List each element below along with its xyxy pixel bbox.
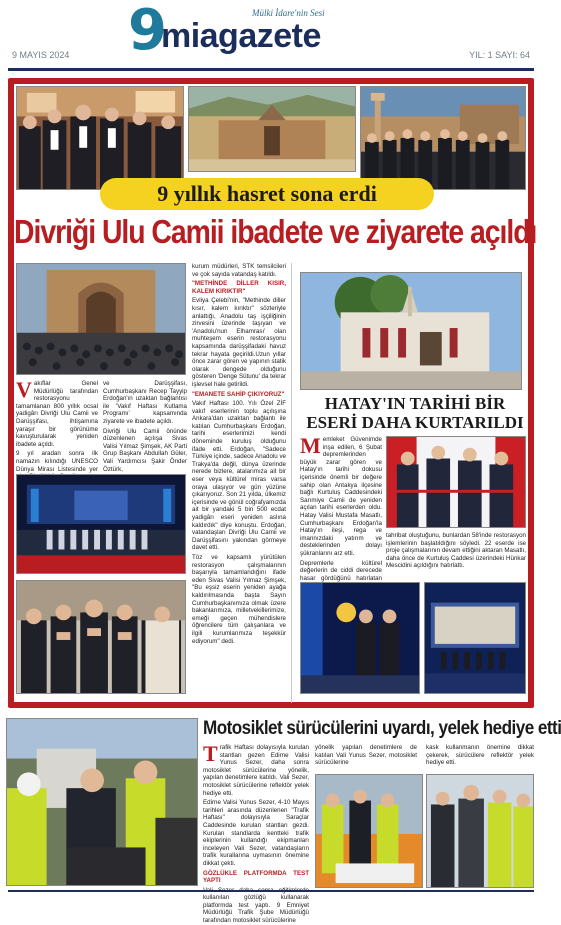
issue-number: YIL: 1 SAYI: 64 xyxy=(469,50,530,60)
hatay-col1-para2: Depremlerle kültürel değerlerin de ciddi derecede hasar gördüğünü hatırlatan xyxy=(300,559,382,582)
lead-col1-para1: akıflar Genel Müdürlüğü tarafından restorasyonu tamamlanan 800 yıllık ocsal yadigârı Divriği Ulu Camii ve Darüşşifası, ihtişamına yaraşır bir görünüme kavuşturularak yeniden ibadete açıldı. xyxy=(16,380,98,448)
edirne-col1-para2: Edirne Valisi Yunus Sezer, 4-10 Mayıs tarihleri arasında düzenlenen "Trafik Haftası" dolayısıyla Saraçlar Caddesinde kurulan stantları gezdi. Kurulan standlarda kentteki trafik ekiplerinin kullandığı ekipmanları inceleyen Vali Sezer, vatandaşların trafik kurallarına uymasının önemine dikkat çekti. xyxy=(203,799,309,867)
photo-sarimiye-screen[interactable] xyxy=(424,582,526,694)
photo-traffic-stand[interactable] xyxy=(315,774,423,888)
lead-col2-para1: ve Darüşşifası, Cumhurbaşkanı Recep Tayyip Erdoğan'ın uzaktan bağlantısı ile 'Vakıf Haftası Kutlama Programı' kapsamında ziyarete ve ibadete açıldı. xyxy=(103,380,187,425)
hatay-headline[interactable]: HATAY'IN TARİHİ BİR ESERİ DAHA KURTARILDI xyxy=(306,394,524,432)
newspaper-logo[interactable] xyxy=(128,0,321,63)
edirne-col1-para3: kullanılan gözlüğü kullanarak platformda test yaptı. 9 Emniyet Müdürlüğü Trafik Şube Müdürlüğü tarafından motosiklet sürücülerine xyxy=(203,894,309,925)
logo-text: miagazete xyxy=(160,17,321,55)
photo-officials-outside[interactable] xyxy=(360,86,526,190)
photo-ribbon-cutting[interactable] xyxy=(386,436,526,528)
photo-ceremony-stage[interactable] xyxy=(16,474,186,574)
lead-banner: 9 yıllık hasret sona erdi xyxy=(100,178,434,210)
lead-col2-para2: Divriği Ulu Camii önünde düzenlenen açılışa Sivas Valisi Yılmaz Şimşek, AK Parti Grup Başkanı Abdullah Güler, Vali Yardımcısı Şakir Önder Öztürk, xyxy=(103,427,187,473)
lead-col3-para3: Vakıf Haftası 100. Yılı Özel ZİF vakıf eserlerinin toplu açılışına Ankara'dan uzaktan bağlantı ile katılan Cumhurbaşkanı Erdoğan, tarihi eserlerimizi kendi döneminde kuruluş olduğunu ifade etti. Erdoğan, "Sadece Türkiye içinde, sadece Anadolu ve Trakya'da değil, dünya üzerinde nerede bizlere, atalarımıza ait bir eser veya kültürel miras varsa oraya ulaşıyor ve gün yüzüne çıkarıyoruz. Son 21 yılda, ülkemiz içerisinde ve gönül coğrafyamızda ait bir yarıdaki 5 bin 500 ecdat yadigârı eseri yeniden aslına kaldırdık" diye konuştu. Erdoğan, vatandaşları Divriği Ulu Camii ve Darüşşifasını yakından görmeye davet etti. xyxy=(192,400,286,552)
hatay-article-col1 xyxy=(300,433,382,606)
edirne-subheading: GÖZLÜKLE PLATFORMDA TEST YAPTI xyxy=(203,869,309,885)
lead-subheading-2: "EMANETE SAHİP ÇIKIYORUZ" xyxy=(192,390,285,398)
masthead xyxy=(0,0,542,74)
lead-article-col2 xyxy=(103,380,187,473)
photo-governor-motorcyclist[interactable] xyxy=(6,718,198,886)
lead-col1-para2: 9 yıl aradan sonra ilk namazın kılındığı UNESCO Dünya Mirası Listesinde yer xyxy=(16,450,98,473)
page-bottom-rule xyxy=(8,890,534,892)
masthead-rule xyxy=(8,68,534,71)
logo-nine: 9 xyxy=(128,0,165,63)
photo-officials-praying-2[interactable] xyxy=(16,580,186,694)
issue-date: 9 MAYIS 2024 xyxy=(12,50,70,60)
photo-divrigi-mosque-aerial[interactable] xyxy=(188,86,356,172)
photo-handshake-stage[interactable] xyxy=(300,582,420,694)
edirne-col1-para1: rafik Haftası dolayısıyla kurulan stantları gezen Edirne Valisi Yunus Sezer, daha sonra motosiklet sürücülerine yönelik, yapılan denetimlere katıldı. Vali Sezer, motosiklet sürücülerine reflektör yelek hediye etti. xyxy=(203,744,309,797)
hatay-col2-para1: tahribat oluştuğunu, bunlardan 58'inde restorasyon işlemlerinin başlatıldığını söyledi. 22 eserde ise proje çalışmalarının devam ettiğini aktaran Masatlı, daha önce de Kurtuluş Caddesi üzerindeki Hünkar Mescidini açıldığını hatırlattı. xyxy=(386,532,526,570)
lead-article-col3 xyxy=(192,263,286,695)
edirne-article-col2 xyxy=(315,744,417,770)
photo-officials-praying[interactable] xyxy=(16,86,184,190)
photo-police-officers[interactable] xyxy=(426,774,534,888)
lead-dropcap: V xyxy=(16,377,32,402)
photo-mosque-crowd[interactable] xyxy=(16,263,186,375)
edirne-col2-para1: yönelik yapılan denetimlere de katılan Vali Yunus Sezer, motosiklet sürücülerine xyxy=(315,744,417,767)
masthead-slogan: Mülki İdare'nin Sesi xyxy=(252,8,325,18)
edirne-article-col1 xyxy=(203,741,309,925)
edirne-headline[interactable]: Motosiklet sürücülerini uyardı, yelek hediye etti xyxy=(203,718,561,739)
column-divider xyxy=(291,263,292,703)
edirne-article-col3 xyxy=(426,744,534,770)
lead-headline[interactable]: Divriği Ulu Camii ibadete ve ziyarete açıldı xyxy=(14,213,537,250)
lead-col3-para1: kurum müdürleri, STK temsilcileri ve çok sayıda vatandaş katıldı. xyxy=(192,263,286,278)
hatay-dropcap: M xyxy=(300,433,321,458)
lead-article-col1 xyxy=(16,377,98,473)
photo-sarimiye-mosque[interactable] xyxy=(300,272,522,390)
hatay-col1-para1: emleket Güvenimde inşa edilen, 6 Şubat depremlerinden büyük zarar gören ve Hatay'ın tarihi dokusu içerisinde önemli bir değere sahip olan Antakya ilçesine bağlı Kurtuluş Caddesindeki Sarımiye Camii de yeniden açılan tarihi eserlerden oldu. Hatay Valisi Mustafa Masatlı, Cumhurbaşkanı Erdoğan'la Hatay'ın ileşi, rega ve imannızdaki yatırım ve desteklerinden dolayı şükranlarını arz etti. xyxy=(300,436,382,557)
edirne-dropcap: T xyxy=(203,741,218,766)
hatay-article-col2 xyxy=(386,532,526,578)
lead-col3-para4: Töz ve kapsamlı yürütülen restorasyon çalışmalarının başarıyla tamamlandığını ifade eden Sivas Valisi Yılmaz Şimşek, "Bu eşsiz eserin yeniden ayağa kaldırılmasında başta Sayın Cumhurbaşkanımıza olmak üzere bakanlarımıza, milletvekillerimize, emeği geçen mühendislere öğrencilere tüm çalışanlara ve ilgili kurumlarımıza teşekkür ediyorum" dedi. xyxy=(192,553,286,645)
lead-subheading-1: "METHİNDE DİLLER KISIR, KALEM KIRIKTIR" xyxy=(192,280,286,295)
edirne-col3-para1: kask kullanmanın önemine dikkat çekerek, sürücülere reflektör yelek hediye etti. xyxy=(426,744,534,767)
lead-col3-para2: Evliya Çelebi'nin, "Methinde diller kısır, kalem kırıktır" sözleriyle anlattığı, Anadolu taş işçiliğinin zirvesini üzerinde taşıyan ve 'Anadolu'nun Elhamrası' olan muhteşem eserin restorasyonu kapsamında darüşşifadaki havuz tekrar hayata geçirildi.Uzun yıllar önce zarar gören ve yapının statik olarak dengede olduğunu gösteren 'Denge Sütunu' da tekrar işlevsel hale getirildi. xyxy=(192,297,286,388)
